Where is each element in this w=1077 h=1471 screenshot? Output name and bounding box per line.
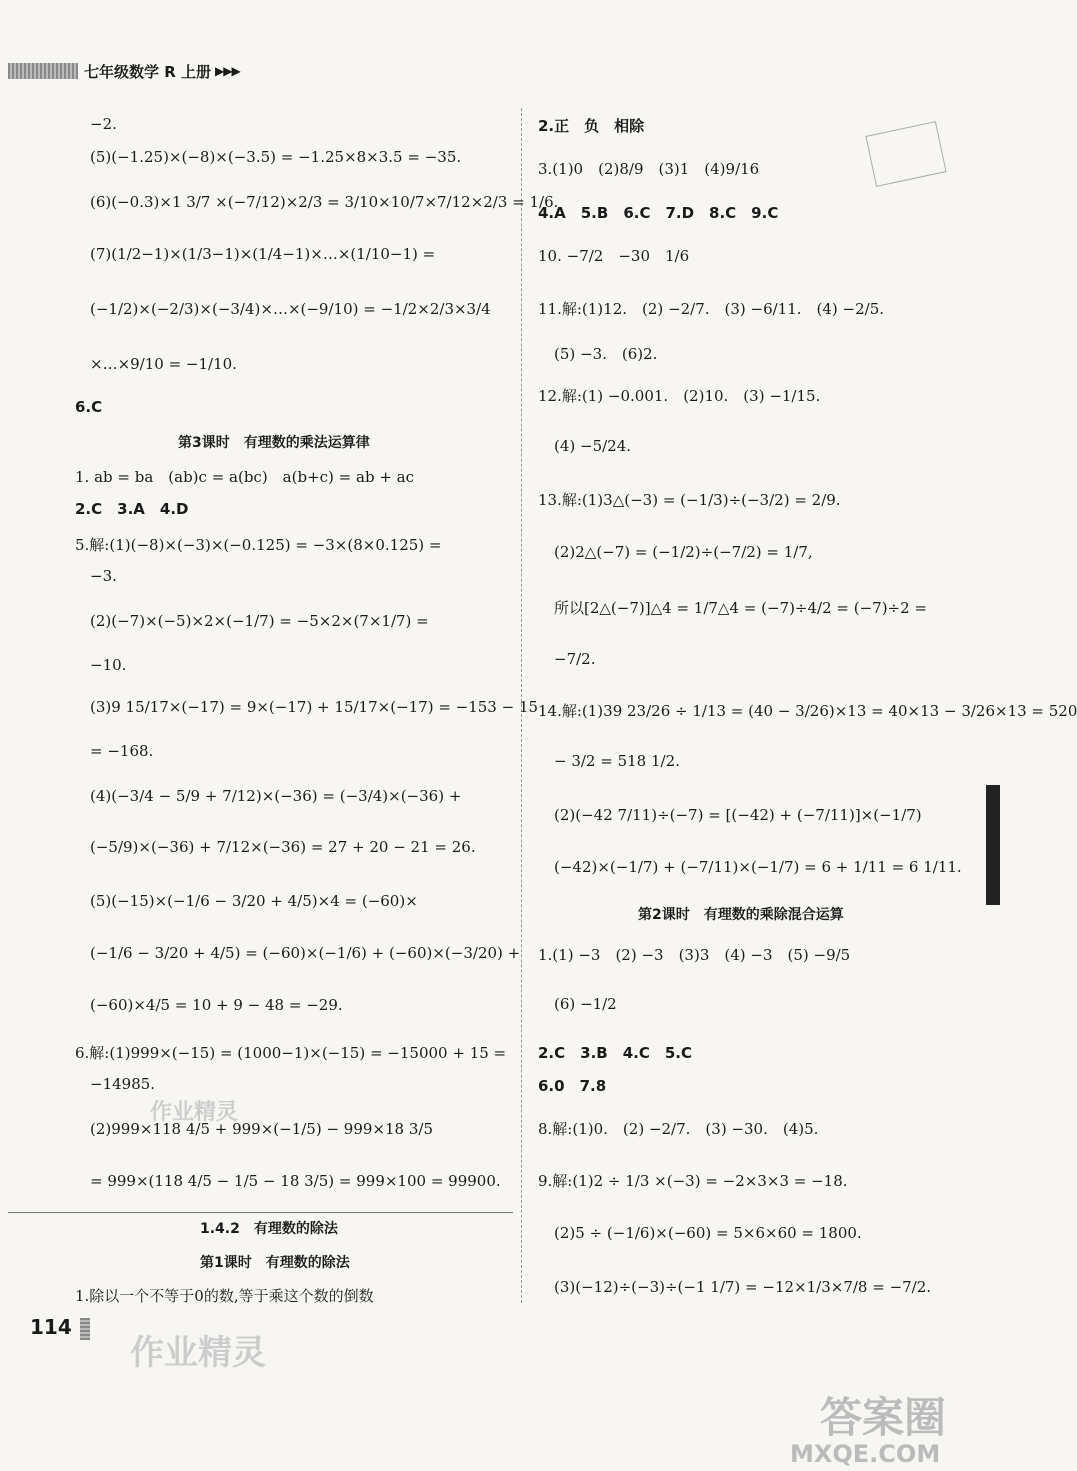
answer-line: (3)9 15/17×(−17) = 9×(−17) + 15/17×(−17) = −153 − 15 xyxy=(90,698,539,716)
answer-line: (7)(1/2−1)×(1/3−1)×(1/4−1)×…×(1/10−1) = xyxy=(90,245,436,263)
answer-line: (−5/9)×(−36) + 7/12×(−36) = 27 + 20 − 21 = 26. xyxy=(90,838,476,856)
answer-line: = −168. xyxy=(90,742,154,760)
section-heading: 1.4.2 有理数的除法 xyxy=(200,1221,338,1237)
answer-line: − 3/2 = 518 1/2. xyxy=(554,752,680,770)
answer-line: −7/2. xyxy=(554,650,596,668)
answer-line: 9.解:(1)2 ÷ 1/3 ×(−3) = −2×3×3 = −18. xyxy=(538,1172,848,1190)
answer-line: (5)(−15)×(−1/6 − 3/20 + 4/5)×4 = (−60)× xyxy=(90,892,418,910)
answer-line: (4)(−3/4 − 5/9 + 7/12)×(−36) = (−3/4)×(−36) + xyxy=(90,787,462,805)
answer-line: 6.解:(1)999×(−15) = (1000−1)×(−15) = −15000 + 15 = xyxy=(75,1044,507,1062)
watermark: 作业精灵 xyxy=(130,1333,266,1373)
section-heading: 第1课时 有理数的除法 xyxy=(200,1255,350,1271)
answer-line: (2)5 ÷ (−1/6)×(−60) = 5×6×60 = 1800. xyxy=(554,1224,862,1242)
answer-line: (2)2△(−7) = (−1/2)÷(−7/2) = 1/7, xyxy=(554,543,813,561)
watermark: 作业精灵 xyxy=(150,1100,239,1125)
page-header xyxy=(8,62,240,80)
answer-line: (2)(−7)×(−5)×2×(−1/7) = −5×2×(7×1/7) = xyxy=(90,612,429,630)
section-heading: 第3课时 有理数的乘法运算律 xyxy=(178,435,370,451)
answer-line: 1. ab = ba (ab)c = a(bc) a(b+c) = ab + ac xyxy=(75,468,414,486)
answer-line: (2)(−42 7/11)÷(−7) = [(−42) + (−7/11)]×(−1/7) xyxy=(554,806,922,824)
answer-line: −3. xyxy=(90,567,117,585)
answer-line: 3.(1)0 (2)8/9 (3)1 (4)9/16 xyxy=(538,160,760,178)
answer-line: 1.除以一个不等于0的数,等于乘这个数的倒数 xyxy=(75,1287,374,1305)
answer-line: (5) −3. (6)2. xyxy=(554,345,658,363)
answer-line: 6.C xyxy=(75,398,103,416)
answer-line: 10. −7/2 −30 1/6 xyxy=(538,247,690,265)
answer-line: 2.正 负 相除 xyxy=(538,117,645,135)
answer-line: 12.解:(1) −0.001. (2)10. (3) −1/15. xyxy=(538,387,821,405)
answer-line: (3)(−12)÷(−3)÷(−1 1/7) = −12×1/3×7/8 = −7/2. xyxy=(554,1278,932,1296)
answer-line: (−42)×(−1/7) + (−7/11)×(−1/7) = 6 + 1/11 = 6 1/11. xyxy=(554,858,962,876)
answer-line: −10. xyxy=(90,656,127,674)
answer-line: 4.A 5.B 6.C 7.D 8.C 9.C xyxy=(538,204,779,222)
answer-line: −14985. xyxy=(90,1075,156,1093)
answer-line: (6)(−0.3)×1 3/7 ×(−7/12)×2/3 = 3/10×10/7×7/12×2/3 = 1/6. xyxy=(90,193,559,211)
answer-line: 1.(1) −3 (2) −3 (3)3 (4) −3 (5) −9/5 xyxy=(538,946,851,964)
answer-line: 5.解:(1)(−8)×(−3)×(−0.125) = −3×(8×0.125) = xyxy=(75,536,442,554)
answer-line: 8.解:(1)0. (2) −2/7. (3) −30. (4)5. xyxy=(538,1120,819,1138)
answer-line: 2.C 3.A 4.D xyxy=(75,500,189,518)
page-number: 114 xyxy=(30,1315,72,1339)
watermark: 答案圈 xyxy=(820,1393,947,1442)
answer-line: 6.0 7.8 xyxy=(538,1077,607,1095)
header-decoration xyxy=(8,63,78,79)
answer-line: (2)999×118 4/5 + 999×(−1/5) − 999×18 3/5 xyxy=(90,1120,434,1138)
answer-line: 13.解:(1)3△(−3) = (−1/3)÷(−3/2) = 2/9. xyxy=(538,491,841,509)
answer-line: (6) −1/2 xyxy=(554,995,617,1013)
answer-line: (−1/2)×(−2/3)×(−3/4)×…×(−9/10) = −1/2×2/3×3/4 xyxy=(90,300,491,318)
answer-line: (4) −5/24. xyxy=(554,437,632,455)
answer-line: (5)(−1.25)×(−8)×(−3.5) = −1.25×8×3.5 = −35. xyxy=(90,148,462,166)
page-number-decoration xyxy=(80,1318,90,1340)
binder-edge xyxy=(986,785,1000,905)
section-heading: 第2课时 有理数的乘除混合运算 xyxy=(638,907,844,923)
header-title: 七年级数学 R 上册 xyxy=(84,62,211,81)
watermark: MXQE.COM xyxy=(790,1440,941,1468)
answer-line: = 999×(118 4/5 − 1/5 − 18 3/5) = 999×100 = 99900. xyxy=(90,1172,501,1190)
stamp-decoration xyxy=(865,121,946,187)
answer-line: (−1/6 − 3/20 + 4/5) = (−60)×(−1/6) + (−60)×(−3/20) + xyxy=(90,944,521,962)
answer-line: (−60)×4/5 = 10 + 9 − 48 = −29. xyxy=(90,996,343,1014)
section-divider xyxy=(8,1212,513,1213)
answer-line: 11.解:(1)12. (2) −2/7. (3) −6/11. (4) −2/5. xyxy=(538,300,885,318)
header-arrows: ▶▶▶ xyxy=(215,64,240,78)
answer-line: 14.解:(1)39 23/26 ÷ 1/13 = (40 − 3/26)×13 = 40×13 − 3/26×13 = 520 xyxy=(538,702,1077,720)
answer-line: 所以[2△(−7)]△4 = 1/7△4 = (−7)÷4/2 = (−7)÷2 = xyxy=(554,599,928,617)
answer-line: −2. xyxy=(90,115,117,133)
answer-line: ×…×9/10 = −1/10. xyxy=(90,355,237,373)
answer-line: 2.C 3.B 4.C 5.C xyxy=(538,1044,692,1062)
